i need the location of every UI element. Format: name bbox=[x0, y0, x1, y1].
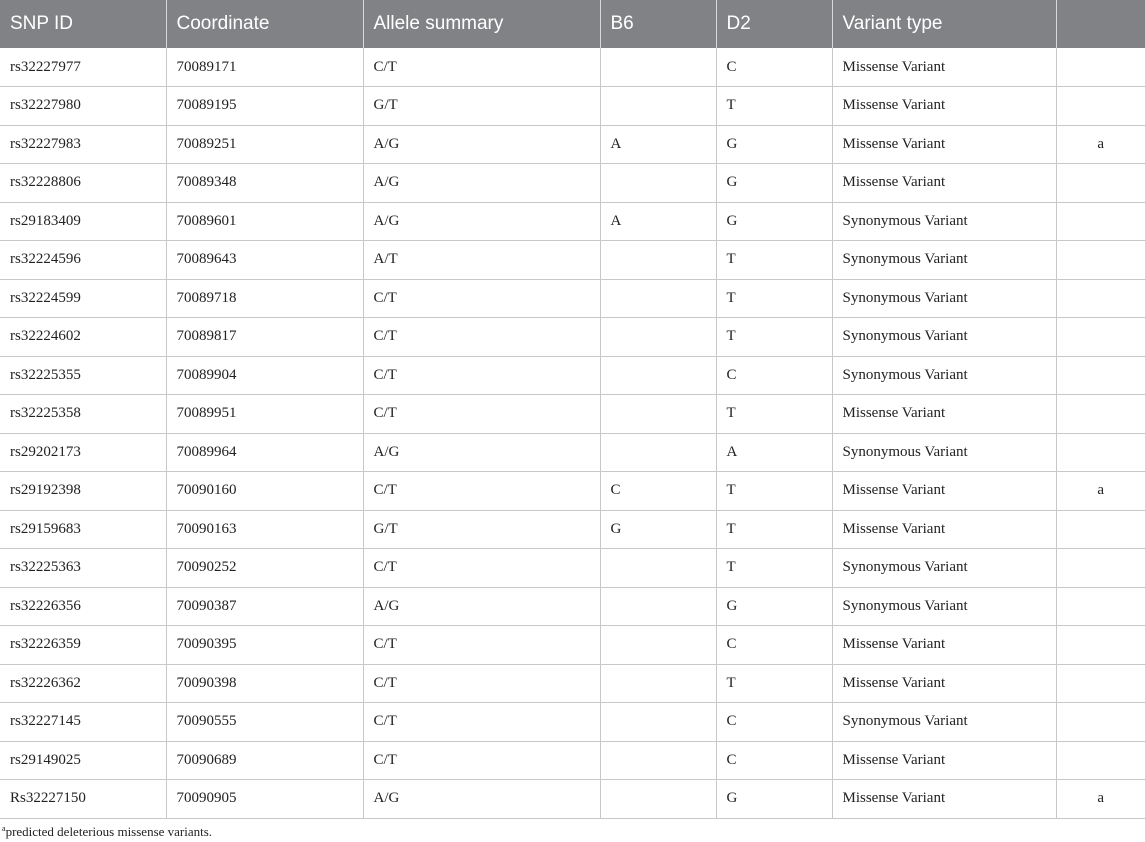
cell-d2: T bbox=[716, 664, 832, 703]
cell-snp-id: rs32227983 bbox=[0, 125, 166, 164]
cell-variant-type: Missense Variant bbox=[832, 48, 1056, 87]
cell-snp-id: rs32224596 bbox=[0, 241, 166, 280]
cell-b6 bbox=[600, 48, 716, 87]
table-row bbox=[0, 472, 1145, 511]
cell-b6 bbox=[600, 780, 716, 819]
table-row bbox=[0, 510, 1145, 549]
table-row bbox=[0, 587, 1145, 626]
cell-note: a bbox=[1056, 472, 1145, 511]
header-snp-id: SNP ID bbox=[0, 0, 166, 48]
header-row bbox=[0, 0, 1145, 48]
cell-variant-type: Synonymous Variant bbox=[832, 356, 1056, 395]
cell-snp-id: rs29159683 bbox=[0, 510, 166, 549]
header-b6: B6 bbox=[600, 0, 716, 48]
table-row bbox=[0, 549, 1145, 588]
cell-b6 bbox=[600, 279, 716, 318]
cell-d2: C bbox=[716, 356, 832, 395]
cell-snp-id: rs29192398 bbox=[0, 472, 166, 511]
footnote bbox=[2, 824, 212, 840]
cell-note bbox=[1056, 626, 1145, 665]
cell-note bbox=[1056, 741, 1145, 780]
cell-variant-type: Missense Variant bbox=[832, 164, 1056, 203]
cell-allele-summary: C/T bbox=[363, 318, 600, 357]
cell-b6 bbox=[600, 549, 716, 588]
cell-coordinate: 70089817 bbox=[166, 318, 363, 357]
cell-snp-id: rs32228806 bbox=[0, 164, 166, 203]
cell-note: a bbox=[1056, 780, 1145, 819]
cell-coordinate: 70089643 bbox=[166, 241, 363, 280]
table-row bbox=[0, 703, 1145, 742]
cell-allele-summary: A/G bbox=[363, 125, 600, 164]
cell-snp-id: rs32225355 bbox=[0, 356, 166, 395]
cell-snp-id: rs32226359 bbox=[0, 626, 166, 665]
table-row bbox=[0, 125, 1145, 164]
table-row bbox=[0, 87, 1145, 126]
table-row bbox=[0, 741, 1145, 780]
cell-coordinate: 70089718 bbox=[166, 279, 363, 318]
footnote-text: predicted deleterious missense variants. bbox=[5, 824, 213, 839]
cell-allele-summary: C/T bbox=[363, 664, 600, 703]
table-row bbox=[0, 356, 1145, 395]
cell-variant-type: Missense Variant bbox=[832, 780, 1056, 819]
cell-d2: G bbox=[716, 202, 832, 241]
cell-b6 bbox=[600, 318, 716, 357]
cell-allele-summary: C/T bbox=[363, 626, 600, 665]
cell-snp-id: rs32226362 bbox=[0, 664, 166, 703]
cell-snp-id: rs32224602 bbox=[0, 318, 166, 357]
footnote-marker: a bbox=[2, 824, 6, 833]
cell-note bbox=[1056, 164, 1145, 203]
cell-variant-type: Missense Variant bbox=[832, 87, 1056, 126]
cell-coordinate: 70090252 bbox=[166, 549, 363, 588]
table-row bbox=[0, 279, 1145, 318]
cell-variant-type: Missense Variant bbox=[832, 626, 1056, 665]
cell-d2: T bbox=[716, 510, 832, 549]
cell-coordinate: 70090163 bbox=[166, 510, 363, 549]
cell-d2: G bbox=[716, 587, 832, 626]
cell-allele-summary: C/T bbox=[363, 549, 600, 588]
cell-variant-type: Missense Variant bbox=[832, 741, 1056, 780]
cell-coordinate: 70089171 bbox=[166, 48, 363, 87]
cell-snp-id: rs32224599 bbox=[0, 279, 166, 318]
cell-note bbox=[1056, 279, 1145, 318]
cell-allele-summary: A/G bbox=[363, 164, 600, 203]
table-body bbox=[0, 48, 1145, 818]
cell-allele-summary: A/G bbox=[363, 780, 600, 819]
cell-allele-summary: C/T bbox=[363, 48, 600, 87]
cell-snp-id: Rs32227150 bbox=[0, 780, 166, 819]
cell-coordinate: 70090555 bbox=[166, 703, 363, 742]
cell-snp-id: rs29202173 bbox=[0, 433, 166, 472]
header-allele-summary: Allele summary bbox=[363, 0, 600, 48]
cell-b6 bbox=[600, 664, 716, 703]
cell-d2: T bbox=[716, 318, 832, 357]
cell-variant-type: Missense Variant bbox=[832, 125, 1056, 164]
cell-variant-type: Synonymous Variant bbox=[832, 279, 1056, 318]
cell-coordinate: 70090387 bbox=[166, 587, 363, 626]
cell-coordinate: 70090689 bbox=[166, 741, 363, 780]
cell-variant-type: Missense Variant bbox=[832, 472, 1056, 511]
cell-d2: A bbox=[716, 433, 832, 472]
cell-allele-summary: A/G bbox=[363, 202, 600, 241]
cell-note: a bbox=[1056, 125, 1145, 164]
cell-note bbox=[1056, 510, 1145, 549]
cell-coordinate: 70089348 bbox=[166, 164, 363, 203]
cell-b6 bbox=[600, 587, 716, 626]
table-row bbox=[0, 202, 1145, 241]
cell-allele-summary: G/T bbox=[363, 510, 600, 549]
cell-note bbox=[1056, 664, 1145, 703]
cell-note bbox=[1056, 703, 1145, 742]
cell-coordinate: 70090398 bbox=[166, 664, 363, 703]
table-row bbox=[0, 433, 1145, 472]
cell-allele-summary: C/T bbox=[363, 703, 600, 742]
cell-b6 bbox=[600, 741, 716, 780]
cell-snp-id: rs32225358 bbox=[0, 395, 166, 434]
cell-d2: C bbox=[716, 48, 832, 87]
cell-b6: A bbox=[600, 125, 716, 164]
cell-coordinate: 70089195 bbox=[166, 87, 363, 126]
cell-allele-summary: C/T bbox=[363, 395, 600, 434]
cell-snp-id: rs32227145 bbox=[0, 703, 166, 742]
cell-note bbox=[1056, 241, 1145, 280]
cell-snp-id: rs29183409 bbox=[0, 202, 166, 241]
table-row bbox=[0, 664, 1145, 703]
cell-coordinate: 70089251 bbox=[166, 125, 363, 164]
header-note bbox=[1056, 0, 1145, 48]
cell-note bbox=[1056, 202, 1145, 241]
header-variant-type: Variant type bbox=[832, 0, 1056, 48]
table-row bbox=[0, 164, 1145, 203]
cell-note bbox=[1056, 395, 1145, 434]
cell-b6 bbox=[600, 241, 716, 280]
cell-coordinate: 70090160 bbox=[166, 472, 363, 511]
cell-d2: C bbox=[716, 626, 832, 665]
cell-allele-summary: C/T bbox=[363, 472, 600, 511]
table-row bbox=[0, 626, 1145, 665]
cell-b6: C bbox=[600, 472, 716, 511]
cell-variant-type: Synonymous Variant bbox=[832, 241, 1056, 280]
cell-coordinate: 70089904 bbox=[166, 356, 363, 395]
cell-variant-type: Synonymous Variant bbox=[832, 587, 1056, 626]
cell-coordinate: 70090905 bbox=[166, 780, 363, 819]
cell-allele-summary: G/T bbox=[363, 87, 600, 126]
table-row bbox=[0, 241, 1145, 280]
cell-note bbox=[1056, 549, 1145, 588]
cell-note bbox=[1056, 87, 1145, 126]
cell-snp-id: rs32225363 bbox=[0, 549, 166, 588]
cell-allele-summary: A/T bbox=[363, 241, 600, 280]
cell-b6 bbox=[600, 703, 716, 742]
cell-b6 bbox=[600, 433, 716, 472]
cell-note bbox=[1056, 356, 1145, 395]
cell-note bbox=[1056, 48, 1145, 87]
cell-snp-id: rs29149025 bbox=[0, 741, 166, 780]
cell-coordinate: 70089601 bbox=[166, 202, 363, 241]
cell-d2: C bbox=[716, 703, 832, 742]
header-coordinate: Coordinate bbox=[166, 0, 363, 48]
cell-snp-id: rs32226356 bbox=[0, 587, 166, 626]
cell-allele-summary: A/G bbox=[363, 587, 600, 626]
cell-variant-type: Missense Variant bbox=[832, 664, 1056, 703]
cell-snp-id: rs32227977 bbox=[0, 48, 166, 87]
cell-d2: T bbox=[716, 279, 832, 318]
cell-snp-id: rs32227980 bbox=[0, 87, 166, 126]
cell-d2: G bbox=[716, 125, 832, 164]
cell-b6 bbox=[600, 356, 716, 395]
table-row bbox=[0, 48, 1145, 87]
cell-variant-type: Missense Variant bbox=[832, 395, 1056, 434]
cell-d2: T bbox=[716, 87, 832, 126]
cell-variant-type: Synonymous Variant bbox=[832, 703, 1056, 742]
cell-variant-type: Synonymous Variant bbox=[832, 318, 1056, 357]
cell-note bbox=[1056, 587, 1145, 626]
cell-d2: G bbox=[716, 780, 832, 819]
cell-d2: T bbox=[716, 472, 832, 511]
cell-variant-type: Missense Variant bbox=[832, 510, 1056, 549]
cell-variant-type: Synonymous Variant bbox=[832, 202, 1056, 241]
cell-allele-summary: A/G bbox=[363, 433, 600, 472]
cell-b6 bbox=[600, 87, 716, 126]
cell-coordinate: 70089951 bbox=[166, 395, 363, 434]
cell-allele-summary: C/T bbox=[363, 741, 600, 780]
cell-variant-type: Synonymous Variant bbox=[832, 433, 1056, 472]
cell-d2: C bbox=[716, 741, 832, 780]
cell-b6 bbox=[600, 164, 716, 203]
cell-b6 bbox=[600, 626, 716, 665]
header-d2: D2 bbox=[716, 0, 832, 48]
cell-allele-summary: C/T bbox=[363, 356, 600, 395]
cell-b6: A bbox=[600, 202, 716, 241]
cell-allele-summary: C/T bbox=[363, 279, 600, 318]
table-row bbox=[0, 318, 1145, 357]
cell-b6 bbox=[600, 395, 716, 434]
cell-note bbox=[1056, 318, 1145, 357]
cell-b6: G bbox=[600, 510, 716, 549]
cell-d2: T bbox=[716, 241, 832, 280]
cell-d2: T bbox=[716, 395, 832, 434]
cell-coordinate: 70089964 bbox=[166, 433, 363, 472]
cell-d2: T bbox=[716, 549, 832, 588]
cell-note bbox=[1056, 433, 1145, 472]
cell-coordinate: 70090395 bbox=[166, 626, 363, 665]
table-header bbox=[0, 0, 1145, 48]
table-row bbox=[0, 395, 1145, 434]
cell-variant-type: Synonymous Variant bbox=[832, 549, 1056, 588]
cell-d2: G bbox=[716, 164, 832, 203]
table-row bbox=[0, 780, 1145, 819]
